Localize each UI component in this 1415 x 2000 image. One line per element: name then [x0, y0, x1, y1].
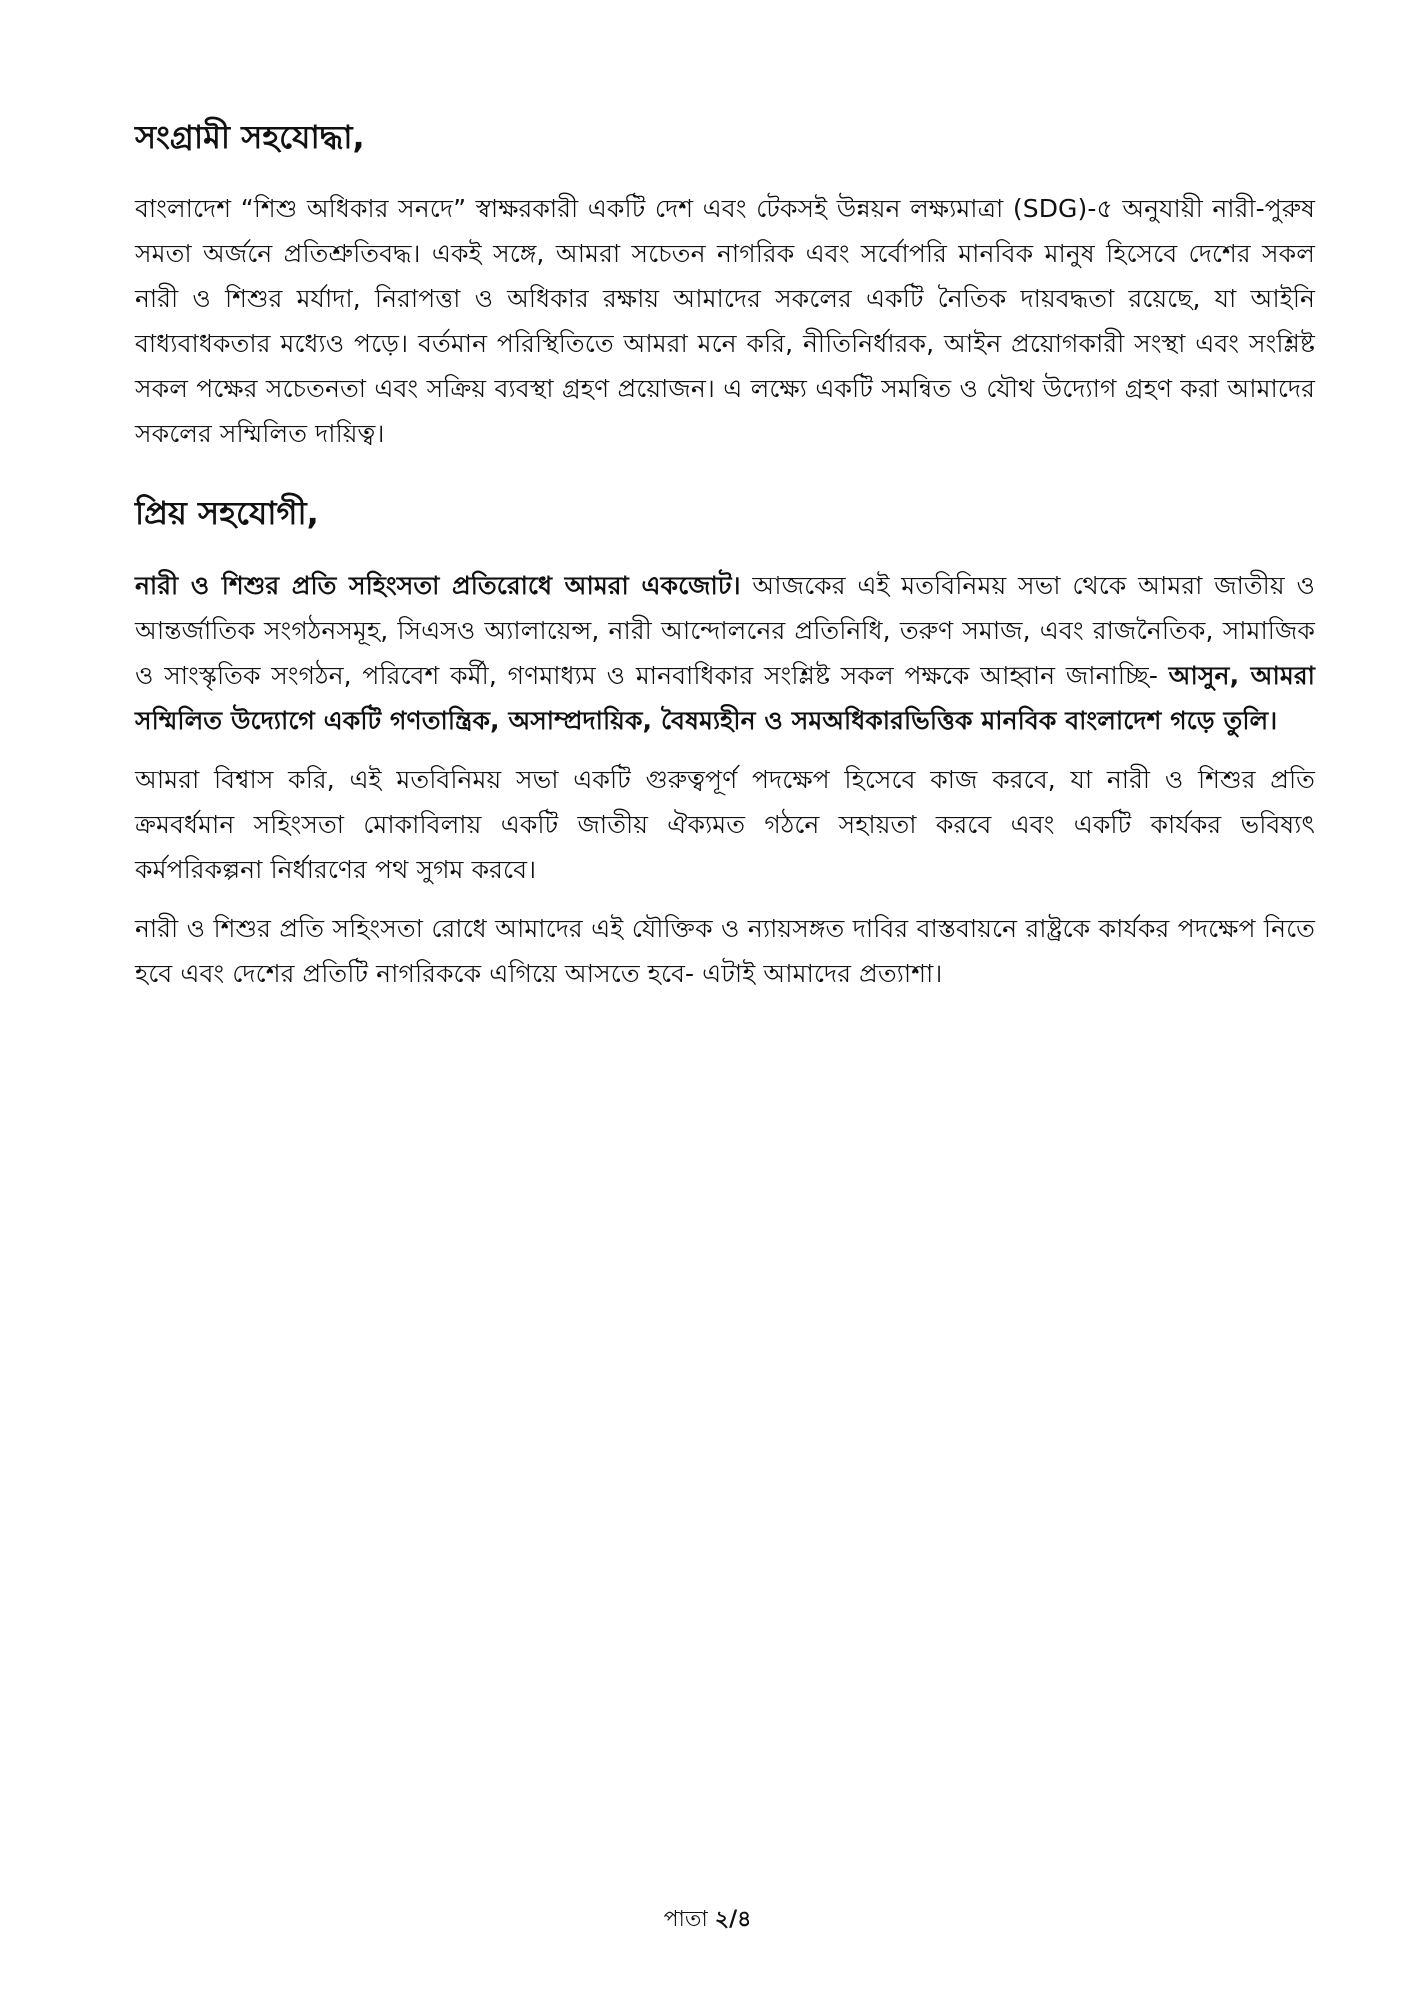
paragraph-call-to-action: [135, 563, 1315, 743]
page-label: পাতা: [663, 1907, 708, 1932]
bold-closing-appeal: আসুন, আমরা সম্মিলিত উদ্যোগে একটি গণতান্ত্রিক, অসাম্প্রদায়িক, বৈষম্যহীন ও সমঅধিকারভিত্তিক মানবিক বাংলাদেশ গড়ে তুলি।: [135, 660, 1315, 735]
section-heading-partners: প্রিয় সহযোগী,: [135, 494, 319, 533]
paragraph-belief: আমরা বিশ্বাস করি, এই মতবিনিময় সভা একটি গুরুত্বপূর্ণ পদক্ষেপ হিসেবে কাজ করবে, যা নারী ও শিশুর প্রতি ক্রমবর্ধমান সহিংসতা মোকাবিলায় একটি জাতীয় ঐক্যমত গঠনে সহায়তা করবে এবং একটি কার্যকর ভবিষ্যৎ কর্মপরিকল্পনা নির্ধারণের পথ সুগম করবে।: [135, 764, 1315, 884]
bold-lead-statement: নারী ও শিশুর প্রতি সহিংসতা প্রতিরোধে আমরা একজোট।: [135, 570, 741, 600]
paragraph-commitment: বাংলাদেশ “শিশু অধিকার সনদে” স্বাক্ষরকারী একটি দেশ এবং টেকসই উন্নয়ন লক্ষ্যমাত্রা (SDG)-৫ অনুযায়ী নারী-পুরুষ সমতা অর্জনে প্রতিশ্রুতিবদ্ধ। একই সঙ্গে, আমরা সচেতন নাগরিক এবং সর্বোপরি মানবিক মানুষ হিসেবে দেশের সকল নারী ও শিশুর মর্যাদা, নিরাপত্তা ও অধিকার রক্ষায় আমাদের সকলের একটি নৈতিক দায়বদ্ধতা রয়েছে, যা আইনি বাধ্যবাধকতার মধ্যেও পড়ে। বর্তমান পরিস্থিতিতে আমরা মনে করি, নীতিনির্ধারক, আইন প্রয়োগকারী সংস্থা এবং সংশ্লিষ্ট সকল পক্ষের সচেতনতা এবং সক্রিয় ব্যবস্থা গ্রহণ প্রয়োজন। এ লক্ষ্যে একটি সমন্বিত ও যৌথ উদ্যোগ গ্রহণ করা আমাদের সকলের সম্মিলিত দায়িত্ব।: [135, 194, 1315, 449]
paragraph-expectation: নারী ও শিশুর প্রতি সহিংসতা রোধে আমাদের এই যৌক্তিক ও ন্যায়সঙ্গত দাবির বাস্তবায়নে রাষ্ট্রকে কার্যকর পদক্ষেপ নিতে হবে এবং দেশের প্রতিটি নাগরিককে এগিয়ে আসতে হবে- এটাই আমাদের প্রত্যাশা।: [135, 913, 1315, 988]
page-footer: [0, 1902, 1415, 1939]
call-to-action-body: আজকের এই মতবিনিময় সভা থেকে আমরা জাতীয় ও আন্তর্জাতিক সংগঠনসমূহ, সিএসও অ্যালায়েন্স, নারী আন্দোলনের প্রতিনিধি, তরুণ সমাজ, এবং রাজনৈতিক, সামাজিক ও সাংস্কৃতিক সংগঠন, পরিবেশ কর্মী, গণমাধ্যম ও মানবাধিকার সংশ্লিষ্ট সকল পক্ষকে আহ্বান জানাচ্ছি-: [135, 570, 1315, 690]
section-heading-comrades: সংগ্রামী সহযোদ্ধা,: [135, 118, 365, 156]
page-number: ২/৪: [714, 1907, 752, 1932]
